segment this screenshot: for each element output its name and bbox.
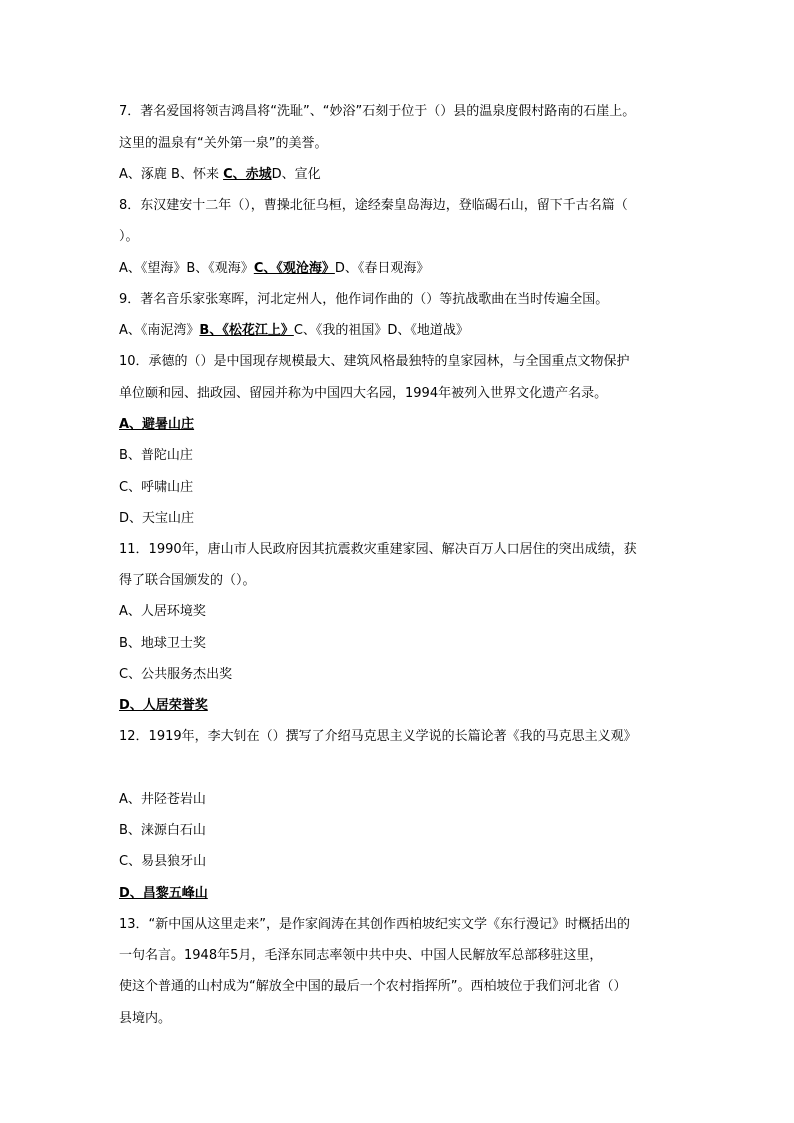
q10-option-c: C、呼啸山庄 xyxy=(119,480,194,495)
q9-options-part: C、《我的祖国》D、《地道战》 xyxy=(293,323,469,338)
q10-option-a-answer: A、避暑山庄 xyxy=(119,417,195,432)
q11-option-a: A、人居环境奖 xyxy=(119,604,206,619)
q12-text-line-1: 12．1919年，李大钊在（）撰写了介绍马克思主义学说的长篇论著《我的马克思主义观》 xyxy=(119,729,637,744)
q8-text-line-1: 8．东汉建安十二年（），曹操北征乌桓，途经秦皇岛海边，登临碣石山，留下千古名篇（ xyxy=(119,198,628,213)
q13-text-line-4: 县境内。 xyxy=(119,1011,172,1026)
q8-text-line-2: ）。 xyxy=(119,229,139,244)
q10-option-d: D、天宝山庄 xyxy=(119,511,195,526)
q11-option-c: C、公共服务杰出奖 xyxy=(119,667,233,682)
q9-options-part: A、《南泥湾》 xyxy=(119,323,200,338)
q8-answer: C、《观沧海》 xyxy=(253,261,335,276)
q9-options xyxy=(119,323,699,339)
q8-options xyxy=(119,261,699,277)
q11-option-b: B、地球卫士奖 xyxy=(119,636,206,651)
q13-text-line-2: 一句名言。1948年5月，毛泽东同志率领中共中央、中国人民解放军总部移驻这里， xyxy=(119,948,603,963)
q12-option-a: A、井陉苍岩山 xyxy=(119,792,206,807)
q7-answer: C、赤城 xyxy=(223,167,272,182)
q9-text-line-1: 9．著名音乐家张寒晖，河北定州人，他作词作曲的（）等抗战歌曲在当时传遍全国。 xyxy=(119,292,609,307)
q12-option-c: C、易县狼牙山 xyxy=(119,854,207,869)
q8-options-part: D、《春日观海》 xyxy=(334,261,430,276)
q12-option-d-answer: D、昌黎五峰山 xyxy=(119,886,208,901)
q7-options xyxy=(119,167,699,183)
q10-text-line-1: 10．承德的（）是中国现存规模最大、建筑风格最独特的皇家园林，与全国重点文物保护 xyxy=(119,354,630,369)
q11-text-line-2: 得了联合国颁发的（）。 xyxy=(119,573,256,588)
q12-option-b: B、涞源白石山 xyxy=(119,823,206,838)
q11-option-d-answer: D、人居荣誉奖 xyxy=(119,698,208,713)
q9-answer: B、《松花江上》 xyxy=(199,323,294,338)
q13-text-line-3: 使这个普通的山村成为“解放全中国的最后一个农村指挥所”。西柏坡位于我们河北省（） xyxy=(119,979,627,994)
q7-options-part: A、涿鹿 B、怀来 xyxy=(119,167,224,182)
q8-options-part: A、《望海》B、《观海》 xyxy=(119,261,254,276)
q10-text-line-2: 单位颐和园、拙政园、留园并称为中国四大名园，1994年被列入世界文化遗产名录。 xyxy=(119,386,608,401)
q10-option-b: B、普陀山庄 xyxy=(119,448,193,463)
q13-text-line-1: 13．“新中国从这里走来”，是作家阎涛在其创作西柏坡纪实文学《东行漫记》时概括出的 xyxy=(119,917,631,932)
q7-options-part: D、宣化 xyxy=(271,167,321,182)
q7-text-line-1: 7．著名爱国将领吉鸿昌将“洗耻”、“妙浴”石刻于位于（）县的温泉度假村路南的石崖上。 xyxy=(119,104,636,119)
q11-text-line-1: 11．1990年，唐山市人民政府因其抗震救灾重建家园、解决百万人口居住的突出成绩，获 xyxy=(119,542,637,557)
q7-text-line-2: 这里的温泉有“关外第一泉”的美誉。 xyxy=(119,136,328,151)
